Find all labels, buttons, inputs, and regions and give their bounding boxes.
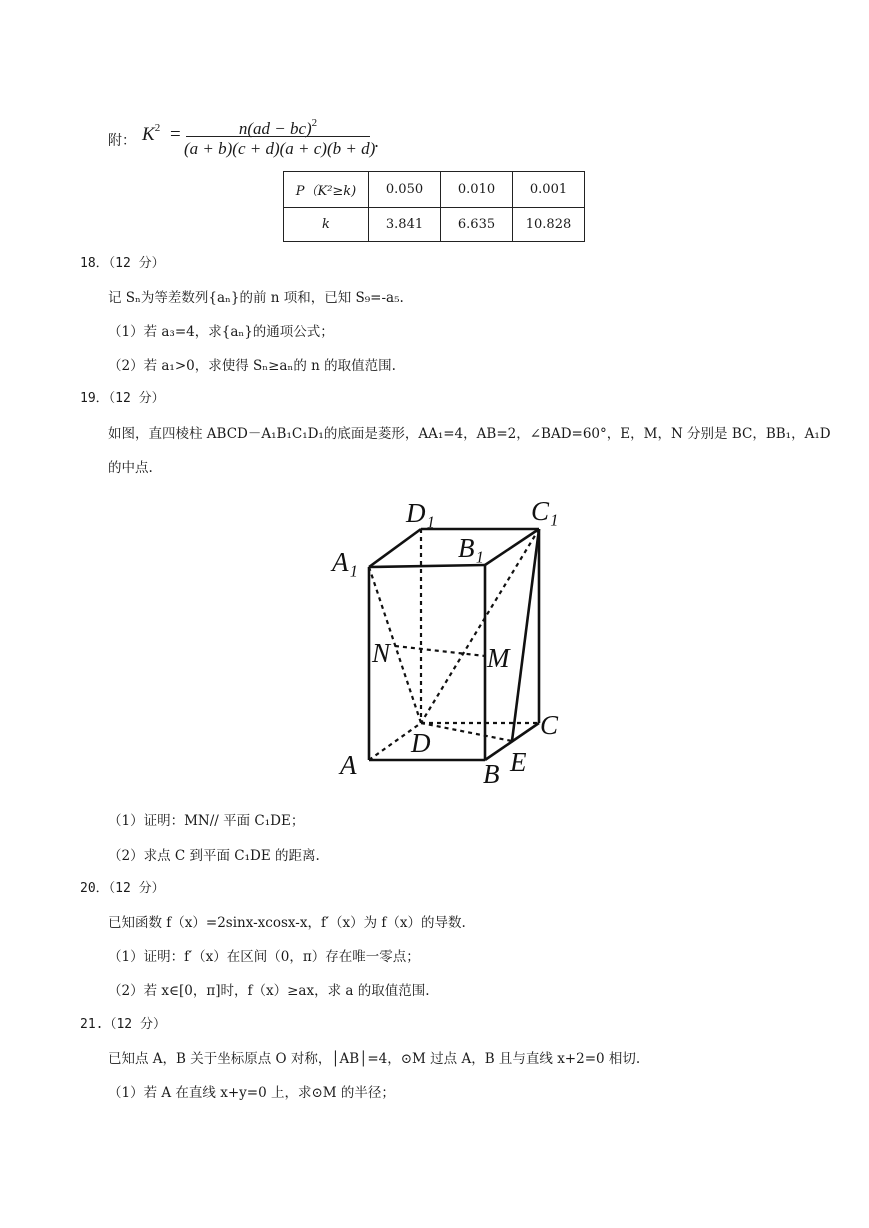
q20-part1: （1）证明：f′（x）在区间（0，π）存在唯一零点； — [108, 949, 420, 965]
formula-numerator-text: n(ad − bc) — [238, 119, 312, 138]
formula-lhs — [142, 122, 160, 146]
label-N: N — [372, 638, 391, 668]
q19-part1: （1）证明：MN// 平面 C₁DE； — [108, 813, 305, 829]
q18-stem: 记 Sₙ为等差数列{aₙ}的前 n 项和，已知 S₉=-a₅. — [108, 290, 404, 306]
formula-denominator: (a + b)(c + d)(a + c)(b + d) — [184, 139, 376, 158]
prism-figure — [320, 492, 580, 792]
table-cell: P（K²≥k) — [284, 172, 369, 208]
q21-header: 21.（12 分） — [80, 1017, 166, 1032]
q20-header: 20．（12 分） — [80, 881, 165, 896]
label-M: M — [487, 643, 510, 673]
table-row — [284, 208, 585, 242]
label-D1: D₁ — [406, 498, 435, 528]
critical-value-table — [283, 171, 585, 242]
q19-header: 19．（12 分） — [80, 391, 165, 406]
edge-A1B1 — [369, 565, 485, 567]
q21-part1: （1）若 A 在直线 x+y=0 上，求⊙M 的半径； — [108, 1085, 395, 1101]
table-cell: 0.050 — [369, 172, 441, 208]
edge-C1E — [512, 529, 539, 741]
table-cell: 3.841 — [369, 208, 441, 242]
segment-MN — [395, 646, 485, 656]
q18-part2: （2）若 a₁>0，求使得 Sₙ≥aₙ的 n 的取值范围. — [108, 358, 396, 374]
formula-end: . — [374, 132, 380, 151]
label-B: B — [483, 759, 500, 789]
label-C: C — [540, 710, 559, 740]
formula-lhs-var: K — [142, 124, 155, 145]
formula-fraction — [184, 112, 376, 161]
formula-label: 附： — [108, 133, 136, 149]
table-cell: 0.001 — [513, 172, 585, 208]
q18-part1: （1）若 a₃=4，求{aₙ}的通项公式； — [108, 324, 334, 340]
edge-A1D1 — [369, 529, 421, 567]
q20-stem: 已知函数 f（x）=2sinx-xcosx-x，f′（x）为 f（x）的导数. — [108, 915, 466, 931]
q20-part2: （2）若 x∈[0，π]时，f（x）≥ax，求 a 的取值范围. — [108, 983, 430, 999]
formula-numerator — [184, 112, 372, 136]
q19-stem-line1: 如图，直四棱柱 ABCD－A₁B₁C₁D₁的底面是菱形，AA₁=4，AB=2，∠BAD=60°，E，M，N 分别是 BC，BB₁，A₁D — [108, 426, 831, 442]
label-C1: C₁ — [531, 496, 559, 526]
formula-numerator-exp: 2 — [311, 117, 318, 129]
edge-C1B1 — [485, 529, 539, 565]
q21-stem: 已知点 A，B 关于坐标原点 O 对称，│AB│=4，⊙M 过点 A，B 且与直线 x+2=0 相切. — [108, 1051, 641, 1067]
q19-stem-line2: 的中点. — [108, 460, 153, 476]
table-cell: 6.635 — [441, 208, 513, 242]
q19-part2: （2）求点 C 到平面 C₁DE 的距离. — [108, 848, 320, 864]
edge-DE — [421, 723, 512, 741]
table-cell: 0.010 — [441, 172, 513, 208]
table-cell: k — [284, 208, 369, 242]
label-A: A — [340, 750, 357, 780]
formula-eq: = — [170, 124, 181, 145]
label-B1: B₁ — [458, 533, 484, 563]
label-D: D — [411, 728, 431, 758]
table-cell: 10.828 — [513, 208, 585, 242]
q18-header: 18．（12 分） — [80, 256, 165, 271]
label-A1: A₁ — [332, 547, 358, 577]
label-E: E — [510, 747, 527, 777]
formula-lhs-exp: 2 — [154, 122, 161, 134]
table-row — [284, 172, 585, 208]
